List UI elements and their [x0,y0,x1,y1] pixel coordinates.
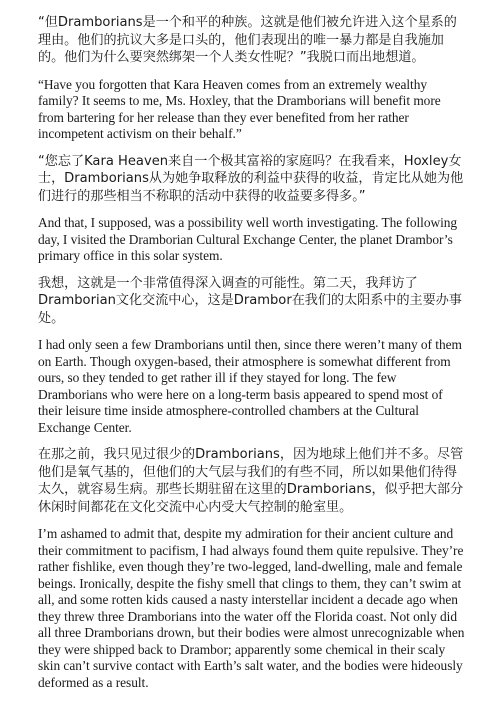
paragraph-zh-1: “但Dramborians是一个和平的种族。这就是他们被允许进入这个星系的理由。他们的抗议大多是口头的，他们表现出的唯一暴力都是自我施加的。他们为什么要突然绑架一个人类女性呢？”我脱口而出地想道。 [38,15,457,65]
document-page [38,14,468,691]
paragraph-en-4: And that, I supposed, was a possibility well worth investigating. The following day, I visited the Dramborian Cultural Exchange Center, the planet Drambor’s primary office in this solar system. [38,215,458,263]
paragraph-zh-5: 我想，这就是一个非常值得深入调查的可能性。第二天，我拜访了Dramborian文化交流中心，这是Drambor在我们的太阳系中的主要办事处。 [38,275,462,326]
paragraph-zh-7: 在那之前，我只见过很少的Dramborians，因为地球上他们并不多。尽管他们是氧气基的，但他们的大气层与我们的有些不同，所以如果他们待得太久，就容易生病。那些长期驻留在这里的Dramborians，似乎把大部分休闲时间都花在文化交流中心内受大气控制的舱室里。 [38,447,464,515]
paragraph-en-6: I had only seen a few Dramborians until then, since there weren’t many of them on Earth. Though oxygen-based, their atmosphere is somewhat different from ours, so they tended to get rather ill if they stayed for long. The few Dramborians who were here on a long-term basis appeared to spend most of their leisure time inside atmosphere-controlled chambers at the Cultural Exchange Center. [38,337,462,435]
paragraph-en-2: “Have you forgotten that Kara Heaven comes from an extremely wealthy family? It seems to me, Ms. Hoxley, that the Dramborians will benefit more from bartering for her release than they ever benefited from her rather incompetent activism on their behalf.” [38,76,441,141]
paragraph-en-8: I’m ashamed to admit that, despite my admiration for their ancient culture and their commitment to pacifism, I had always found them quite repulsive. They’re rather fishlike, even though they’re two-legged, land-dwelling, male and female beings. Ironically, despite the fishy smell that clings to them, they can’t swim at all, and some rotten kids caused a nasty interstellar incident a decade ago when they threw three Dramborians into the water off the Florida coast. Not only did all three Dramborians drown, but their bodies were almost unrecognizable when they were shipped back to Drambor; apparently some chemical in their scaly skin can’t survive contact with Earth’s salt water, and the bodies were hideously deformed as a result. [38,526,465,690]
paragraph-zh-3: “您忘了Kara Heaven来自一个极其富裕的家庭吗？在我看来，Hoxley女士，Dramborians从为她争取释放的利益中获得的收益，肯定比从她为他们进行的那些相当不称职的活动中获得的收益要多得多。” [38,153,464,204]
